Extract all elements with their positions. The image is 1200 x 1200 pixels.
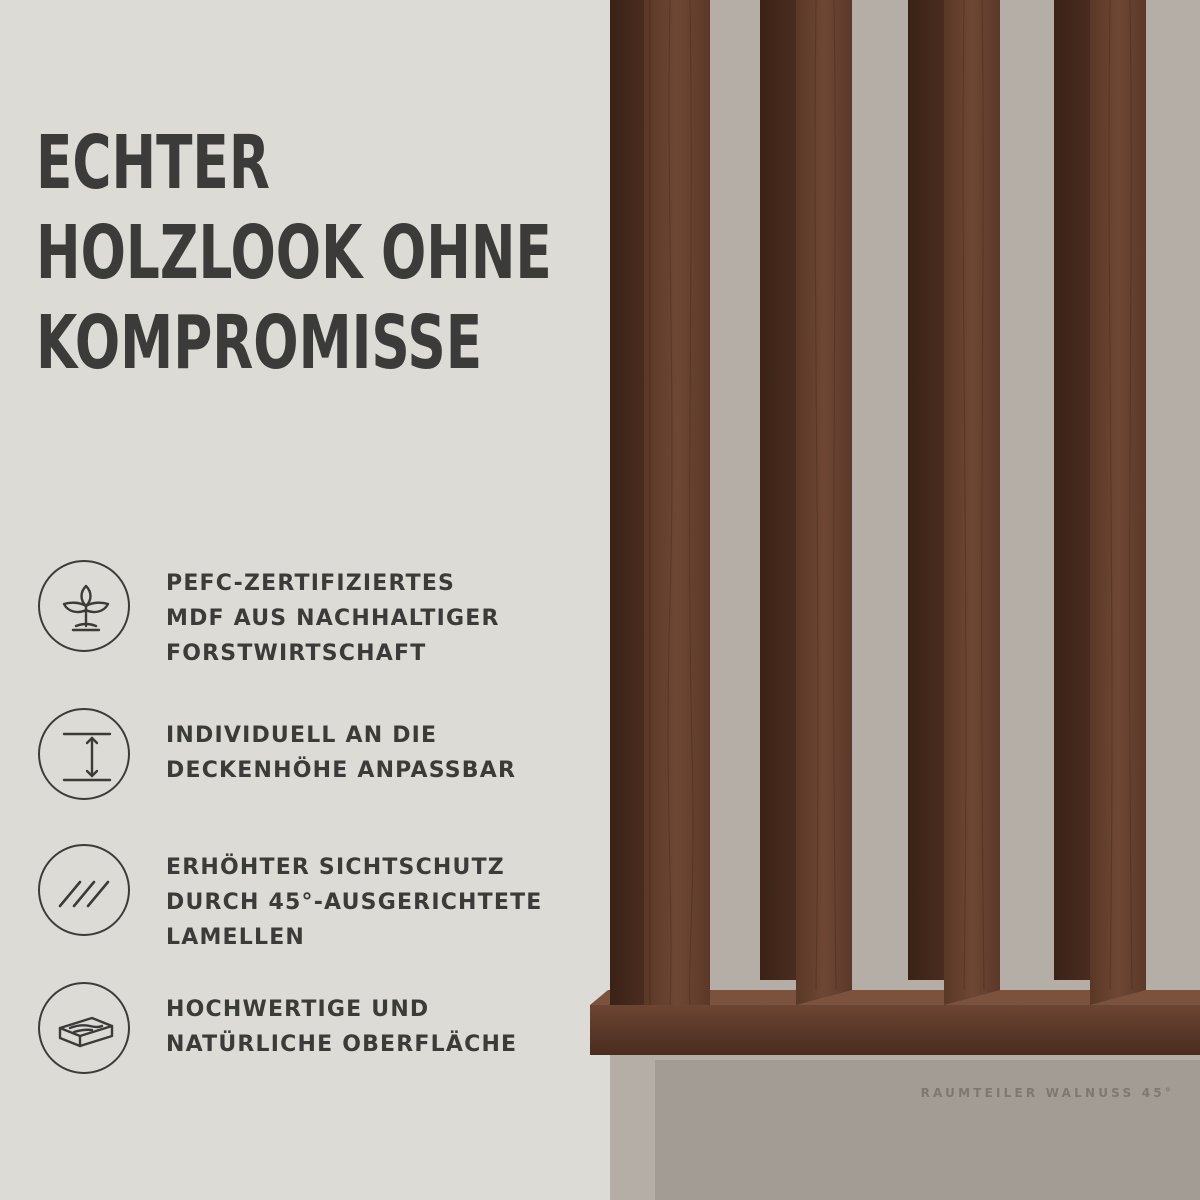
product-caption: RAUMTEILER WALNUSS 45° bbox=[920, 1086, 1174, 1100]
diagonal-lines-icon bbox=[38, 844, 130, 936]
headline-line-2: HOLZLOOK OHNE bbox=[36, 210, 552, 296]
feature-text-line: INDIVIDUELL AN DIE bbox=[166, 723, 438, 748]
feature-text-line: PEFC-ZERTIFIZIERTES bbox=[166, 571, 456, 596]
wood-board-icon bbox=[38, 982, 130, 1074]
height-adjust-icon bbox=[38, 708, 130, 800]
feature-item-surface bbox=[38, 982, 598, 1078]
feature-text-line: HOCHWERTIGE UND bbox=[166, 997, 430, 1022]
feature-text-line: ERHÖHTER SICHTSCHUTZ bbox=[166, 855, 505, 880]
feature-text-line: DECKENHÖHE ANPASSBAR bbox=[166, 758, 517, 783]
headline-line-1: ECHTER bbox=[36, 120, 270, 206]
feature-item-pefc bbox=[38, 560, 598, 666]
feature-text-line: NATÜRLICHE OBERFLÄCHE bbox=[166, 1032, 518, 1057]
headline-line-3: KOMPROMISSE bbox=[36, 300, 483, 386]
walnut-room-divider-image bbox=[590, 0, 1200, 1060]
headline bbox=[36, 118, 552, 388]
feature-item-privacy bbox=[38, 844, 598, 950]
feature-text-line: MDF AUS NACHHALTIGER bbox=[166, 606, 500, 631]
feature-text-line: DURCH 45°-AUSGERICHTETE bbox=[166, 890, 543, 915]
feature-text-line: LAMELLEN bbox=[166, 925, 306, 950]
plant-icon bbox=[38, 560, 130, 652]
feature-text-line: FORSTWIRTSCHAFT bbox=[166, 641, 427, 666]
feature-item-height bbox=[38, 708, 598, 804]
floor-shadow bbox=[655, 1060, 1200, 1200]
